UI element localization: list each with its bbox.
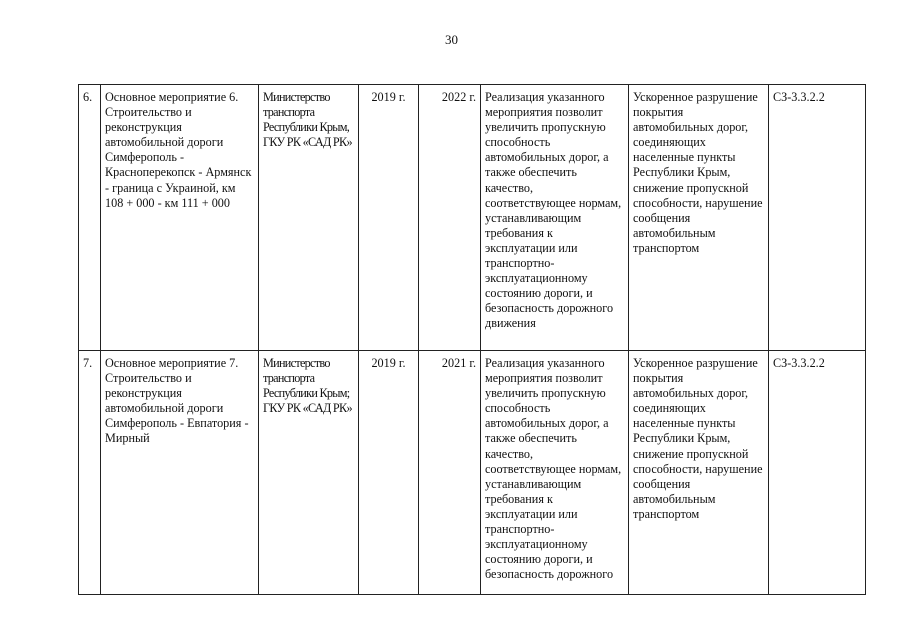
non-implementation-consequences: Ускоренное разрушение покрытия автомобильных дорог, соединяющих населенные пункты Республики Крым, снижение пропускной способности, нарушение сообщения автомобильным транспортом bbox=[629, 351, 769, 595]
end-year: 2021 г. bbox=[419, 351, 481, 595]
table-row bbox=[79, 351, 866, 595]
non-implementation-consequences: Ускоренное разрушение покрытия автомобильных дорог, соединяющих населенные пункты Республики Крым, снижение пропускной способности, нарушение сообщения автомобильным транспортом bbox=[629, 85, 769, 351]
table-row bbox=[79, 85, 866, 351]
measure-name: Основное мероприятие 6. Строительство и реконструкция автомобильной дороги Симферополь - Красноперекопск - Армянск - граница с Украиной, км 108 + 000 - км 111 + 000 bbox=[101, 85, 259, 351]
indicator-code: СЗ-3.3.2.2 bbox=[769, 85, 866, 351]
start-year: 2019 г. bbox=[359, 85, 419, 351]
executor: Министерство транспорта Республики Крым, ГКУ РК «САД РК» bbox=[259, 85, 359, 351]
expected-result: Реализация указанного мероприятия позволит увеличить пропускную способность автомобильных дорог, а также обеспечить качество, соответствующее нормам, устанавливающим требования к эксплуатации или транспортно-эксплуатационному состоянию дороги, и безопасность дорожного движения bbox=[481, 85, 629, 351]
row-number: 7. bbox=[79, 351, 101, 595]
row-number: 6. bbox=[79, 85, 101, 351]
measures-table bbox=[78, 84, 866, 595]
start-year: 2019 г. bbox=[359, 351, 419, 595]
measure-name: Основное мероприятие 7. Строительство и реконструкция автомобильной дороги Симферополь - Евпатория - Мирный bbox=[101, 351, 259, 595]
page-number: 30 bbox=[445, 32, 458, 47]
executor: Министерство транспорта Республики Крым; ГКУ РК «САД РК» bbox=[259, 351, 359, 595]
expected-result: Реализация указанного мероприятия позволит увеличить пропускную способность автомобильных дорог, а также обеспечить качество, соответствующее нормам, устанавливающим требования к эксплуатации или транспортно-эксплуатационному состоянию дороги, и безопасность дорожного bbox=[481, 351, 629, 595]
indicator-code: СЗ-3.3.2.2 bbox=[769, 351, 866, 595]
end-year: 2022 г. bbox=[419, 85, 481, 351]
